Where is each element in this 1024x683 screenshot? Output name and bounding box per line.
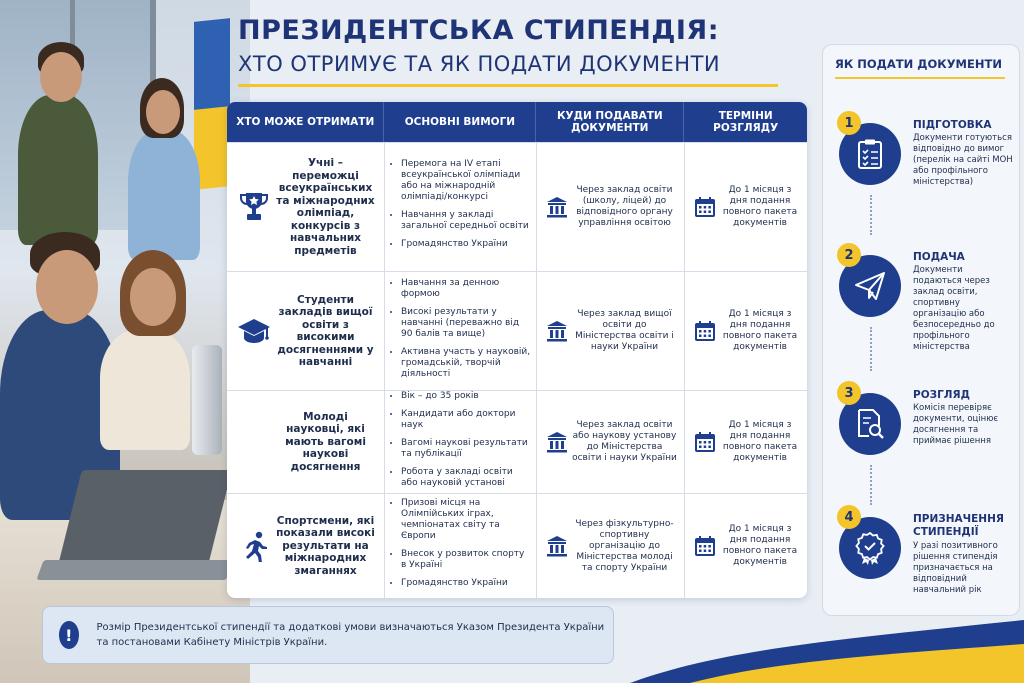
exclamation-icon: ! (59, 621, 79, 649)
info-note (42, 606, 614, 664)
step-number: 1 (837, 111, 861, 135)
header-term: ТЕРМІНИ РОЗГЛЯДУ (713, 110, 779, 134)
institution-icon (543, 195, 571, 219)
step-name: ПІДГОТОВКА (913, 119, 992, 131)
student-standing-2 (128, 130, 200, 260)
requirement-item: • Вагомі наукові результати та публікації (401, 438, 532, 460)
who-text: Спортсмени, які показали високі результати на міжнародних змаганнях (276, 514, 375, 577)
page-title-block (238, 14, 798, 87)
cell-where (537, 143, 685, 271)
step-assignment (823, 509, 1019, 619)
where-text: Через заклад освіти або наукову установу до Міністерства освіти і науки України (572, 420, 677, 463)
decorative-wave (630, 620, 1024, 683)
cell-requirements (385, 143, 537, 271)
cell-where (537, 391, 685, 493)
where-text: Через фізкультурно-спортивну організацію до Міністерства молоді та спорту України (575, 518, 674, 573)
cell-where (537, 272, 685, 390)
requirement-item: • Навчання за денною формою (401, 278, 532, 300)
student-head (130, 268, 176, 326)
who-text: Молоді науковці, які мають вагомі наукові досягнення (285, 410, 366, 473)
requirement-item: • Внесок у розвиток спорту в Україні (401, 549, 532, 571)
calendar-icon (691, 319, 719, 343)
cell-requirements (385, 391, 537, 493)
requirement-item: • Кандидати або доктори наук (401, 409, 532, 431)
page-subtitle: ХТО ОТРИМУЄ ТА ЯК ПОДАТИ ДОКУМЕНТИ (238, 52, 721, 76)
table-header (227, 102, 807, 142)
requirement-item: • Призові місця на Олімпійських іграх, чемпіонатах світу та Європи (401, 498, 532, 542)
cell-where (537, 494, 685, 598)
step-number: 3 (837, 381, 861, 405)
laptop (58, 470, 232, 565)
requirement-item: • Активна участь у науковій, громадській, творчій діяльності (401, 347, 532, 380)
cell-who (227, 272, 385, 390)
cell-requirements (385, 272, 537, 390)
institution-icon (543, 430, 571, 454)
steps-panel (822, 44, 1020, 616)
requirement-item: • Вік – до 35 років (401, 391, 532, 402)
step-submission (823, 247, 1019, 357)
steps-panel-title: ЯК ПОДАТИ ДОКУМЕНТИ (835, 57, 1002, 71)
where-text: Через заклад освіти (школу, ліцей) до відповідного органу управління освітою (576, 185, 673, 228)
cell-term (685, 272, 807, 390)
no-icon (235, 423, 273, 461)
cell-term (685, 391, 807, 493)
step-review (823, 385, 1019, 495)
step-description: Комісія перевіряє документи, оцінює досягнення та приймає рішення (913, 403, 999, 446)
microscope (192, 345, 222, 455)
table-row (227, 271, 807, 390)
ukraine-flag-blue (194, 18, 230, 112)
scholarship-table (227, 102, 807, 598)
cell-who (227, 391, 385, 493)
step-number: 2 (837, 243, 861, 267)
requirement-item: • Високі результати у навчанні (переважно від 90 балів та вище) (401, 307, 532, 340)
calendar-icon (691, 195, 719, 219)
requirement-item: • Навчання у закладі загальної середньої освіти (401, 210, 532, 232)
title-underline (238, 84, 778, 87)
calendar-icon (691, 534, 719, 558)
term-text: До 1 місяця з дня подання повного пакета документів (722, 185, 798, 228)
laptop-keyboard (36, 560, 233, 580)
calendar-icon (691, 430, 719, 454)
cell-term (685, 143, 807, 271)
student-sitting-2 (100, 330, 190, 450)
note-text: Розмір Президентської стипендії та додаткові умови визначаються Указом Президента України та постановами Кабінету Міністрів України. (96, 622, 605, 648)
requirement-item: • Перемога на IV етапі всеукраїнської олімпіади або на міжнародній олімпіаді/конкурсі (401, 159, 532, 203)
term-text: До 1 місяця з дня подання повного пакета документів (722, 309, 798, 352)
runner-icon (235, 527, 273, 565)
table-row (227, 390, 807, 493)
student-head (40, 52, 82, 102)
term-text: До 1 місяця з дня подання повного пакета документів (722, 524, 798, 567)
student-head (146, 90, 180, 134)
institution-icon (543, 534, 571, 558)
trophy-icon (235, 188, 273, 226)
table-row (227, 142, 807, 271)
header-requirements: ОСНОВНІ ВИМОГИ (384, 102, 536, 142)
who-text: Студенти закладів вищої освіти з високими досягненнями у навчанні (277, 293, 374, 368)
step-name: ПОДАЧА (913, 251, 965, 263)
table-row (227, 493, 807, 598)
step-description: У разі позитивного рішення стипендія призначається на відповідний навчальний рік (913, 541, 998, 595)
cell-requirements (385, 494, 537, 598)
step-description: Документи готуються відповідно до вимог (перелік на сайті МОН або профільного міністерства) (913, 133, 1013, 187)
page-title: ПРЕЗИДЕНТСЬКА СТИПЕНДІЯ: (238, 15, 720, 46)
header-who: ХТО МОЖЕ ОТРИМАТИ (227, 102, 384, 142)
header-where: КУДИ ПОДАВАТИ ДОКУМЕНТИ (536, 102, 684, 142)
student-standing-1 (18, 95, 98, 245)
step-number: 4 (837, 505, 861, 529)
step-name: ПРИЗНАЧЕННЯ СТИПЕНДІЇ (913, 513, 1004, 538)
step-preparation (823, 115, 1019, 225)
cell-term (685, 494, 807, 598)
requirement-item: • Громадянство України (401, 239, 532, 250)
student-head (36, 250, 98, 324)
students-photo (0, 0, 250, 683)
requirement-item: • Громадянство України (401, 578, 532, 589)
term-text: До 1 місяця з дня подання повного пакета документів (722, 420, 798, 463)
step-description: Документи подаються через заклад освіти, спортивну організацію або безпосередньо до профільного міністерства (913, 265, 995, 352)
step-name: РОЗГЛЯД (913, 389, 970, 401)
institution-icon (543, 319, 571, 343)
who-text: Учні – переможці всеукраїнських та міжнародних олімпіад, конкурсів з навчальних предметів (276, 157, 375, 257)
cell-who (227, 494, 385, 598)
requirement-item: • Робота у закладі освіти або науковій установі (401, 467, 532, 489)
cell-who (227, 143, 385, 271)
steps-panel-underline (835, 77, 1005, 79)
where-text: Через заклад вищої освіти до Міністерства освіти і науки України (575, 309, 674, 352)
graduation-cap-icon (235, 312, 273, 350)
